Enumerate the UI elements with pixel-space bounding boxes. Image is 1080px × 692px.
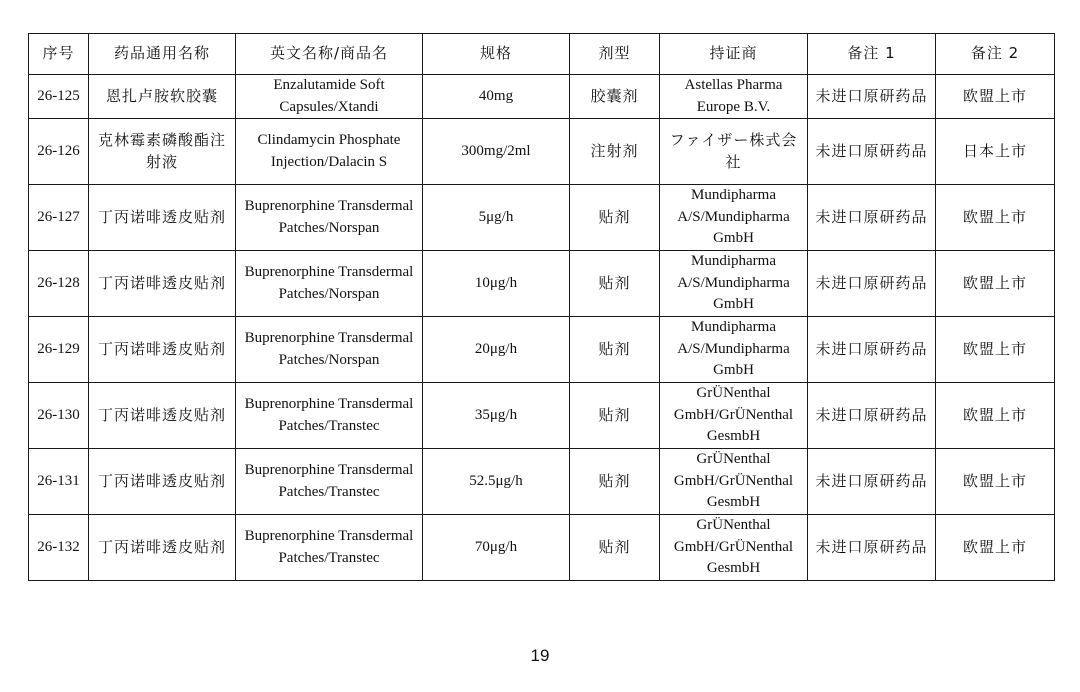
header-note-1: 备注 1	[808, 34, 936, 75]
cell-generic-name: 丁丙诺啡透皮贴剂	[89, 317, 236, 383]
cell-generic-name: 丁丙诺啡透皮贴剂	[89, 383, 236, 449]
cell-specification: 35μg/h	[423, 383, 570, 449]
cell-specification: 70μg/h	[423, 515, 570, 581]
cell-note-2: 欧盟上市	[936, 75, 1055, 119]
cell-generic-name: 恩扎卢胺软胶囊	[89, 75, 236, 119]
cell-generic-name: 丁丙诺啡透皮贴剂	[89, 449, 236, 515]
cell-serial-number: 26-126	[29, 119, 89, 185]
header-dosage-form: 剂型	[570, 34, 660, 75]
cell-note-1: 未进口原研药品	[808, 251, 936, 317]
cell-license-holder: Astellas Pharma Europe B.V.	[660, 75, 808, 119]
drug-list-table	[28, 33, 1055, 581]
cell-specification: 40mg	[423, 75, 570, 119]
table-row	[29, 119, 1055, 185]
cell-license-holder: GrÜNenthal GmbH/GrÜNenthal GesmbH	[660, 383, 808, 449]
cell-specification: 52.5μg/h	[423, 449, 570, 515]
cell-note-1: 未进口原研药品	[808, 383, 936, 449]
cell-dosage-form: 贴剂	[570, 515, 660, 581]
page-number: 19	[530, 646, 550, 665]
header-serial-number: 序号	[29, 34, 89, 75]
cell-dosage-form: 注射剂	[570, 119, 660, 185]
cell-generic-name: 丁丙诺啡透皮贴剂	[89, 515, 236, 581]
cell-english-name: Buprenorphine Transdermal Patches/Norspan	[236, 317, 423, 383]
table-row	[29, 185, 1055, 251]
cell-serial-number: 26-132	[29, 515, 89, 581]
cell-license-holder: Mundipharma A/S/Mundipharma GmbH	[660, 185, 808, 251]
cell-note-2: 欧盟上市	[936, 449, 1055, 515]
header-generic-name: 药品通用名称	[89, 34, 236, 75]
cell-specification: 5μg/h	[423, 185, 570, 251]
cell-generic-name: 克林霉素磷酸酯注射液	[89, 119, 236, 185]
cell-dosage-form: 贴剂	[570, 251, 660, 317]
cell-generic-name: 丁丙诺啡透皮贴剂	[89, 251, 236, 317]
cell-note-2: 欧盟上市	[936, 383, 1055, 449]
cell-dosage-form: 胶囊剂	[570, 75, 660, 119]
cell-serial-number: 26-128	[29, 251, 89, 317]
cell-note-1: 未进口原研药品	[808, 185, 936, 251]
cell-serial-number: 26-129	[29, 317, 89, 383]
cell-license-holder: Mundipharma A/S/Mundipharma GmbH	[660, 317, 808, 383]
cell-serial-number: 26-125	[29, 75, 89, 119]
cell-english-name: Clindamycin Phosphate Injection/Dalacin S	[236, 119, 423, 185]
cell-specification: 10μg/h	[423, 251, 570, 317]
cell-note-1: 未进口原研药品	[808, 317, 936, 383]
cell-dosage-form: 贴剂	[570, 449, 660, 515]
cell-note-2: 日本上市	[936, 119, 1055, 185]
table-header-row	[29, 34, 1055, 75]
cell-dosage-form: 贴剂	[570, 317, 660, 383]
cell-english-name: Buprenorphine Transdermal Patches/Transtec	[236, 449, 423, 515]
cell-serial-number: 26-131	[29, 449, 89, 515]
header-english-name: 英文名称/商品名	[236, 34, 423, 75]
cell-serial-number: 26-127	[29, 185, 89, 251]
header-specification: 规格	[423, 34, 570, 75]
cell-license-holder: GrÜNenthal GmbH/GrÜNenthal GesmbH	[660, 515, 808, 581]
cell-note-1: 未进口原研药品	[808, 449, 936, 515]
header-note-2: 备注 2	[936, 34, 1055, 75]
table-row	[29, 383, 1055, 449]
table-row	[29, 251, 1055, 317]
table-row	[29, 75, 1055, 119]
cell-english-name: Buprenorphine Transdermal Patches/Transtec	[236, 383, 423, 449]
table-row	[29, 515, 1055, 581]
cell-note-1: 未进口原研药品	[808, 75, 936, 119]
cell-dosage-form: 贴剂	[570, 383, 660, 449]
cell-english-name: Buprenorphine Transdermal Patches/Norspan	[236, 185, 423, 251]
cell-dosage-form: 贴剂	[570, 185, 660, 251]
table-row	[29, 449, 1055, 515]
cell-english-name: Buprenorphine Transdermal Patches/Norspan	[236, 251, 423, 317]
cell-english-name: Enzalutamide Soft Capsules/Xtandi	[236, 75, 423, 119]
cell-note-2: 欧盟上市	[936, 515, 1055, 581]
cell-license-holder: GrÜNenthal GmbH/GrÜNenthal GesmbH	[660, 449, 808, 515]
cell-serial-number: 26-130	[29, 383, 89, 449]
cell-specification: 300mg/2ml	[423, 119, 570, 185]
cell-license-holder: ファイザー株式会社	[660, 119, 808, 185]
cell-specification: 20μg/h	[423, 317, 570, 383]
cell-note-2: 欧盟上市	[936, 317, 1055, 383]
table-row	[29, 317, 1055, 383]
cell-note-1: 未进口原研药品	[808, 119, 936, 185]
cell-generic-name: 丁丙诺啡透皮贴剂	[89, 185, 236, 251]
cell-english-name: Buprenorphine Transdermal Patches/Transtec	[236, 515, 423, 581]
cell-note-2: 欧盟上市	[936, 185, 1055, 251]
cell-note-2: 欧盟上市	[936, 251, 1055, 317]
cell-license-holder: Mundipharma A/S/Mundipharma GmbH	[660, 251, 808, 317]
header-license-holder: 持证商	[660, 34, 808, 75]
cell-note-1: 未进口原研药品	[808, 515, 936, 581]
